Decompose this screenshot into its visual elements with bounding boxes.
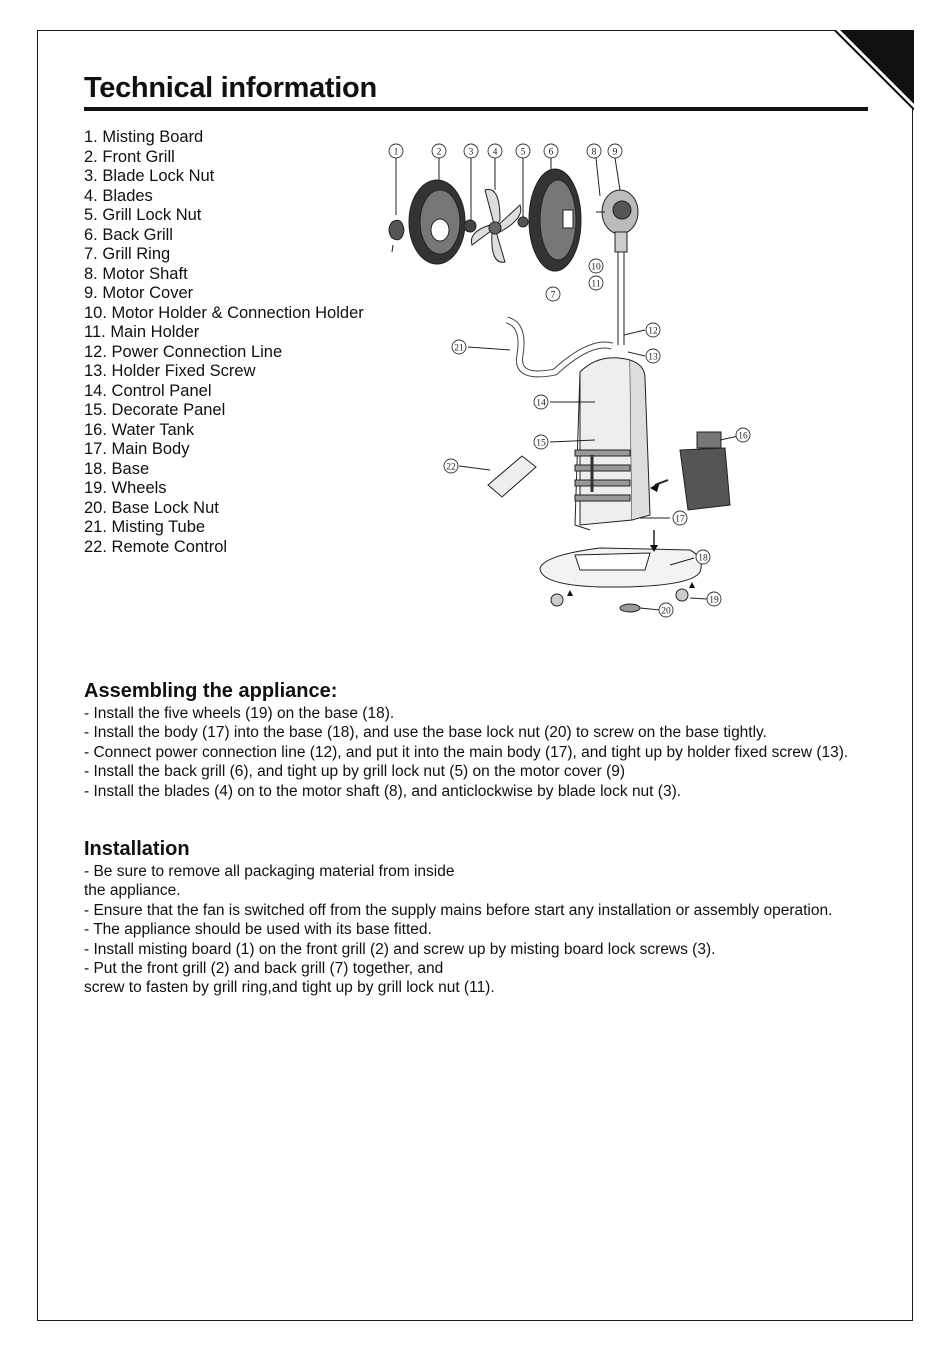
callout-label-11: 11 (591, 279, 601, 290)
water-tank-part (680, 432, 730, 510)
arrow-icon (567, 590, 573, 596)
list-item: 9. Motor Cover (84, 284, 194, 302)
callout-label-16: 16 (738, 431, 748, 442)
installation-section (84, 838, 868, 998)
misting-board-part (389, 220, 404, 252)
assembling-line: - Install the back grill (6), and tight up by grill lock nut (5) on the motor cover (9) (84, 763, 626, 781)
assembling-section (84, 680, 868, 801)
list-item: 5. Grill Lock Nut (84, 206, 202, 224)
list-item: 2. Front Grill (84, 147, 175, 166)
grill-lock-nut-part (518, 217, 528, 227)
remote-control-part (488, 456, 536, 497)
callout-label-20: 20 (661, 606, 671, 617)
base-lock-nut-part (620, 604, 640, 612)
list-item: 7. Grill Ring (84, 245, 171, 263)
callout-label-12: 12 (648, 326, 658, 337)
wheel-part (551, 594, 563, 606)
callout-label-3: 3 (468, 147, 474, 158)
callout-label-14: 14 (536, 398, 546, 409)
list-item: 4. Blades (84, 186, 153, 205)
assembling-line: - Install the blades (4) on to the motor shaft (8), and anticlockwise by blade lock nut (3). (84, 782, 682, 800)
callout-label-8: 8 (591, 147, 597, 158)
title-rule (84, 107, 868, 111)
installation-line: - Put the front grill (2) and back grill (7) together, and (84, 960, 444, 978)
list-item: 3. Blade Lock Nut (84, 167, 215, 185)
corner-tab (834, 30, 914, 110)
callout-label-17: 17 (675, 514, 685, 525)
callout-label-10: 10 (591, 262, 601, 273)
callout-label-7: 7 (550, 290, 556, 301)
callout-label-15: 15 (536, 438, 546, 449)
assembling-line: - Install the body (17) into the base (18), and use the base lock nut (20) to screw on the base tightly. (84, 724, 767, 742)
installation-line: - Install misting board (1) on the front grill (2) and screw up by misting board lock screws (3). (84, 940, 716, 958)
list-item: 21. Misting Tube (84, 518, 206, 536)
callout-label-18: 18 (698, 553, 708, 564)
installation-line: the appliance. (84, 882, 181, 900)
list-item: 13. Holder Fixed Screw (84, 362, 256, 380)
assembling-line: - Install the five wheels (19) on the base (18). (84, 705, 395, 722)
list-item: 18. Base (84, 459, 150, 478)
list-item: 20. Base Lock Nut (84, 498, 219, 517)
parts-list (84, 128, 364, 557)
installation-line: - Be sure to remove all packaging material from inside (84, 863, 455, 880)
list-item: 16. Water Tank (84, 420, 195, 439)
list-item: 15. Decorate Panel (84, 401, 226, 419)
list-item: 8. Motor Shaft (84, 264, 188, 283)
callout-label-21: 21 (454, 343, 464, 354)
installation-line: - The appliance should be used with its base fitted. (84, 921, 432, 939)
main-body-part (575, 358, 650, 530)
blade-lock-nut-part (464, 220, 476, 232)
list-item: 11. Main Holder (84, 323, 200, 341)
callout-label-22: 22 (446, 462, 456, 473)
back-grill-part (529, 169, 581, 271)
list-item: 10. Motor Holder & Connection Holder (84, 303, 364, 322)
front-grill-part (409, 180, 465, 264)
installation-line: screw to fasten by grill ring,and tight up by grill lock nut (11). (84, 979, 495, 997)
assembling-heading: Assembling the appliance: (84, 680, 338, 702)
wheel-part (676, 589, 688, 601)
arrow-icon (689, 582, 695, 588)
list-item: 6. Back Grill (84, 225, 173, 244)
base-part (540, 548, 701, 587)
callout-label-2: 2 (436, 147, 442, 158)
exploded-diagram (380, 140, 760, 630)
installation-line: - Ensure that the fan is switched off from the supply mains before start any installation or assembly operation. (84, 901, 833, 919)
callout-label-6: 6 (548, 147, 554, 158)
arrow-icon (650, 482, 660, 492)
list-item: 22. Remote Control (84, 537, 228, 556)
callout-label-13: 13 (648, 352, 658, 363)
callout-label-19: 19 (709, 595, 719, 606)
callout-label-9: 9 (612, 147, 618, 158)
blades-part (471, 189, 520, 262)
page-title: Technical information (84, 72, 377, 104)
motor-cover-part (596, 190, 638, 234)
list-item: 14. Control Panel (84, 381, 212, 400)
list-item: 12. Power Connection Line (84, 342, 283, 361)
callout-label-5: 5 (520, 147, 526, 158)
installation-heading: Installation (84, 838, 190, 860)
assembling-line: - Connect power connection line (12), and put it into the main body (17), and tight up by holder fixed screw (13). (84, 743, 849, 761)
callout-label-1: 1 (393, 147, 399, 158)
list-item: 1. Misting Board (84, 128, 204, 146)
callout-label-4: 4 (492, 147, 498, 158)
list-item: 19. Wheels (84, 479, 167, 497)
list-item: 17. Main Body (84, 440, 190, 458)
